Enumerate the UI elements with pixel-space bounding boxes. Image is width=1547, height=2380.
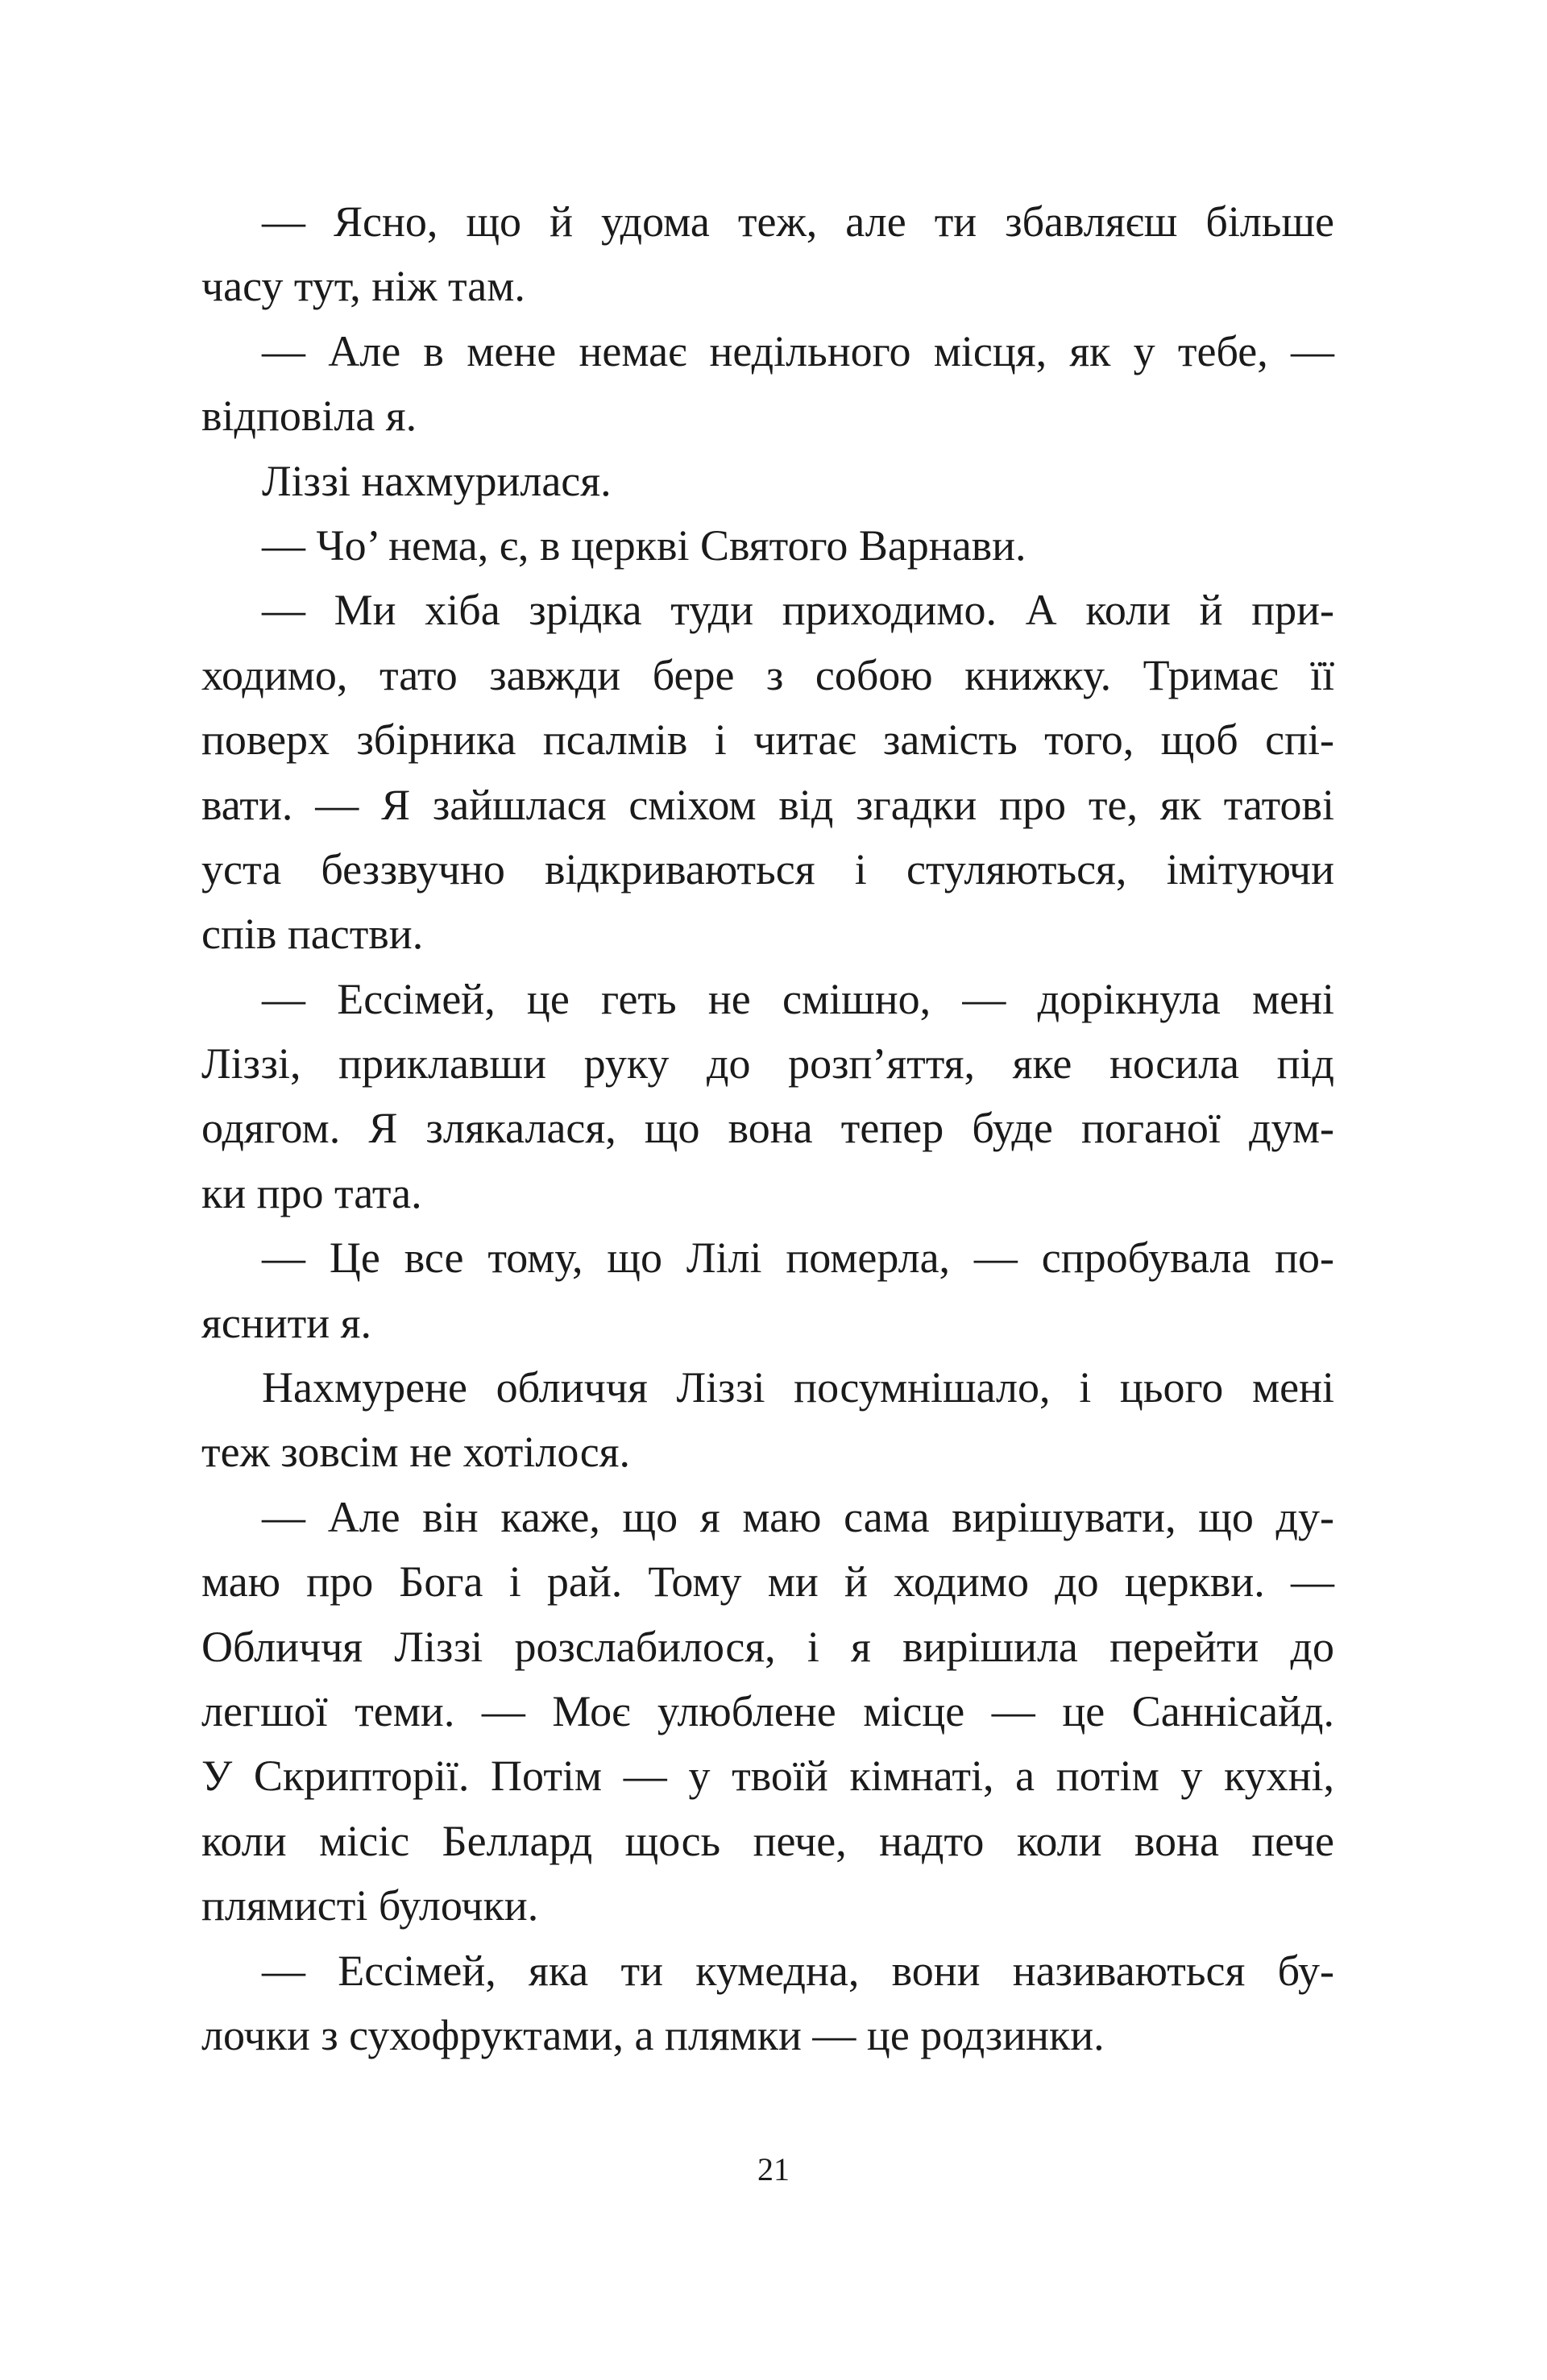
text-line: одягом. Я злякалася, що вона тепер буде поганої дум-	[201, 1104, 1334, 1153]
text-line: уста беззвучно відкриваються і стуляються, імітуючи	[201, 844, 1334, 894]
text-line: — Ессімей, це геть не смішно, — дорікнула мені	[262, 974, 1334, 1023]
text-line: У Скрипторії. Потім — у твоїй кімнаті, а потім у кухні,	[201, 1752, 1334, 1801]
text-line: лочки з сухофруктами, а плямки — це родзинки.	[201, 2010, 1105, 2059]
text-line: плямисті булочки.	[201, 1881, 539, 1930]
text-line: — Але він каже, що я маю сама вирішувати, що ду-	[262, 1492, 1334, 1541]
text-line: поверх збірника псалмів і читає замість того, щоб спі-	[201, 715, 1334, 765]
page-number: 21	[757, 2151, 790, 2187]
text-line: Ліззі, приклавши руку до розп’яття, яке носила під	[201, 1039, 1334, 1088]
text-line: Нахмурене обличчя Ліззі посумнішало, і цього мені	[262, 1363, 1334, 1412]
text-line: — Ясно, що й удома теж, але ти збавляєш більше	[262, 197, 1334, 246]
text-line: Ліззі нахмурилася.	[262, 456, 612, 505]
text-line: коли місіс Беллард щось пече, надто коли вона пече	[201, 1816, 1334, 1865]
text-line: маю про Бога і рай. Тому ми й ходимо до церкви. —	[201, 1557, 1334, 1607]
text-line: легшої теми. — Моє улюблене місце — це Саннісайд.	[201, 1686, 1334, 1735]
text-line: — Ми хіба зрідка туди приходимо. А коли й при-	[262, 586, 1334, 635]
text-line: відповіла я.	[201, 392, 417, 441]
text-line: — Але в мене немає недільного місця, як у тебе, —	[262, 326, 1334, 375]
text-line: — Це все тому, що Лілі померла, — спробувала по-	[262, 1234, 1334, 1283]
text-line: яснити я.	[201, 1298, 371, 1347]
text-line: спів пастви.	[201, 910, 424, 959]
text-line: Обличчя Ліззі розслабилося, і я вирішила перейти до	[201, 1622, 1334, 1671]
text-line: — Чо’ нема, є, в церкві Святого Варнави.	[262, 520, 1026, 570]
text-line: — Ессімей, яка ти кумедна, вони називаються бу-	[262, 1946, 1334, 1995]
text-line: ки про тата.	[201, 1168, 422, 1217]
text-line: вати. — Я зайшлася сміхом від згадки про те, як татові	[201, 780, 1334, 829]
text-line: теж зовсім не хотілося.	[201, 1428, 631, 1477]
page-body-text	[201, 189, 1334, 2067]
text-line: часу тут, ніж там.	[201, 262, 525, 311]
text-line: ходимо, тато завжди бере з собою книжку. Тримає її	[201, 650, 1334, 699]
